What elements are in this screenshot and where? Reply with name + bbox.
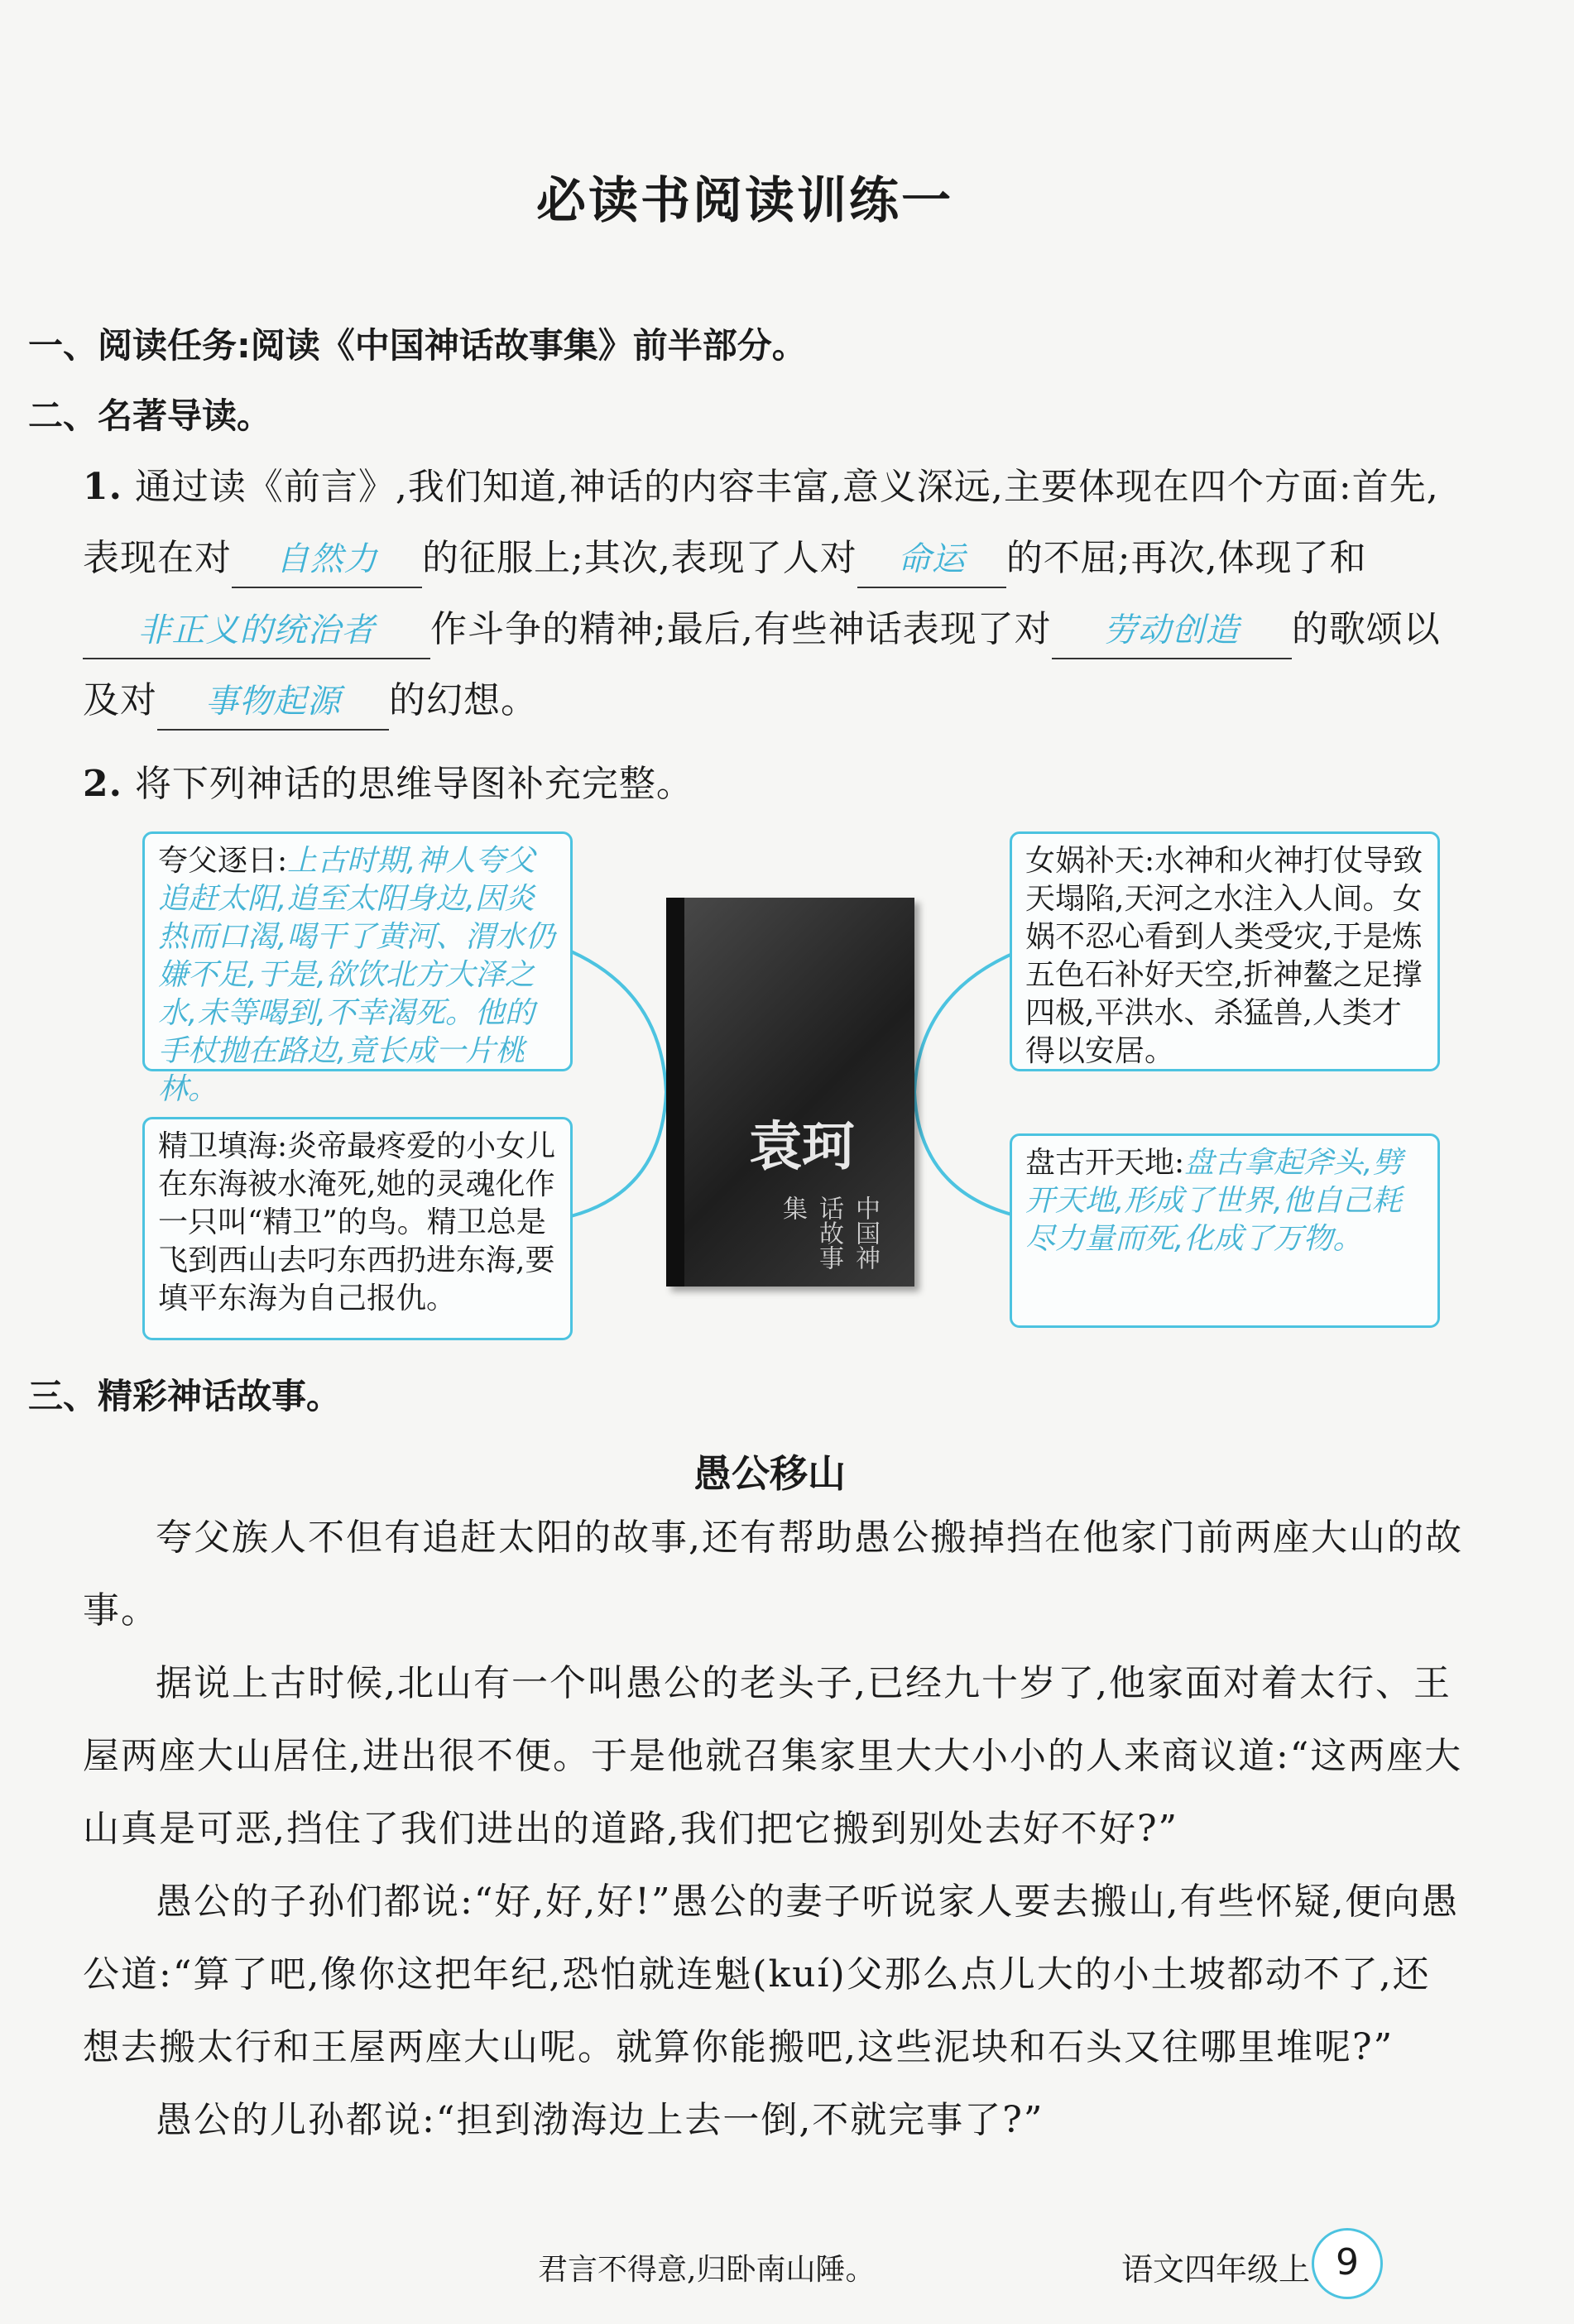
section-1-heading: 一、阅读任务:阅读《中国神话故事集》前半部分。: [28, 325, 807, 366]
story-body: [83, 1502, 1465, 2157]
q1-text-1: 通过读《前言》,我们知道,神话的内容丰富,意义深远,主要体现在四个方面:首先,表现在对: [83, 466, 1439, 579]
answer-blank-5: 事物起源: [157, 674, 389, 731]
left-connector: [571, 951, 666, 1216]
question-number: 1.: [83, 466, 122, 508]
answer-blank-1: 自然力: [232, 532, 422, 588]
pangu-answer: 盘古拿起斧头,劈开天地,形成了世界,他自己耗尽力量而死,化成了万物。: [1025, 1146, 1403, 1256]
answer-blank-3: 非正义的统治者: [83, 603, 430, 659]
q1-text-2: 的征服上;其次,表现了人对: [422, 537, 857, 579]
footer-quote: 君言不得意,归卧南山陲。: [538, 2253, 876, 2287]
page-number: 9: [1312, 2228, 1383, 2299]
story-paragraph-1: 夸父族人不但有追赶太阳的故事,还有帮助愚公搬掉挡在他家门前两座大山的故事。: [83, 1517, 1463, 1632]
answer-blank-4: 劳动创造: [1052, 603, 1292, 659]
kuafu-answer: 上古时期,神人夸父追赶太阳,追至太阳身边,因炎热而口渴,喝干了黄河、渭水仍嫌不足,于是,欲饮北方大泽之水,未等喝到,不幸渴死。他的手杖抛在路边,竟长成一片桃林。: [158, 844, 555, 1106]
kuafu-label: 夸父逐日:: [158, 844, 288, 878]
book-cover-image: [666, 898, 914, 1287]
book-spine: [666, 898, 684, 1287]
mindmap-box-jingwei: 精卫填海:炎帝最疼爱的小女儿在东海被水淹死,她的灵魂化作一只叫“精卫”的鸟。精卫总是飞到西山去叼东西扔进东海,要填平东海为自己报仇。: [142, 1117, 573, 1340]
q1-text-6: 的幻想。: [389, 679, 538, 721]
book-title: 袁珂: [749, 1116, 855, 1178]
right-connector: [914, 951, 1018, 1216]
book-subtitle: 中国神话故事集: [778, 1196, 880, 1270]
q2-text: 将下列神话的思维导图补充完整。: [134, 763, 693, 805]
story-paragraph-4: 愚公的儿孙都说:“担到渤海边上去一倒,不就完事了?”: [156, 2099, 1044, 2141]
section-2-heading: 二、名著导读。: [28, 395, 272, 436]
answer-blank-2: 命运: [857, 532, 1006, 588]
page-title: 必读书阅读训练一: [536, 172, 953, 230]
section-3-heading: 三、精彩神话故事。: [28, 1376, 342, 1416]
mindmap-box-nvwa: 女娲补天:水神和火神打仗导致天塌陷,天河之水注入人间。女娲不忍心看到人类受灾,于是炼五色石补好天空,折神鳌之足撑四极,平洪水、杀猛兽,人类才得以安居。: [1010, 831, 1440, 1071]
footer-book-label: 语文四年级上: [1121, 2251, 1311, 2288]
story-paragraph-2: 据说上古时候,北山有一个叫愚公的老头子,已经九十岁了,他家面对着太行、王屋两座大山居住,进出很不便。于是他就召集家里大大小小的人来商议道:“这两座大山真是可恶,挡住了我们进出的道路,我们把它搬到别处去好不好?”: [83, 1662, 1463, 1850]
pangu-label: 盘古开天地:: [1025, 1146, 1185, 1180]
story-paragraph-3: 愚公的子孙们都说:“好,好,好!”愚公的妻子听说家人要去搬山,有些怀疑,便向愚公道:“算了吧,像你这把年纪,恐怕就连魁(kuí)父那么点儿大的小土坡都动不了,还想去搬太行和王屋两座大山呢。就算你能搬吧,这些泥块和石头又往哪里堆呢?”: [83, 1881, 1460, 2068]
question-number: 2.: [83, 763, 122, 805]
q1-text-3: 的不屈;再次,体现了和: [1005, 537, 1367, 579]
q1-text-5: 的歌颂以及对: [83, 608, 1441, 721]
q1-text-4: 作斗争的精神;最后,有些神话表现了对: [430, 608, 1052, 650]
story-title: 愚公移山: [693, 1451, 846, 1496]
mindmap-box-pangu: [1010, 1133, 1440, 1328]
mindmap-box-kuafu: [142, 831, 573, 1106]
